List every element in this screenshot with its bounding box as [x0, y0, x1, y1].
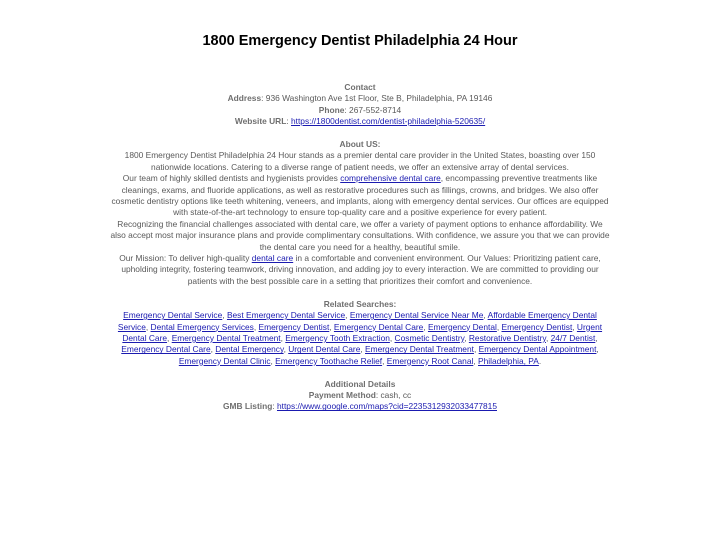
gmb-label: GMB Listing [223, 401, 273, 412]
related-search-link[interactable]: Emergency Dental Care [121, 344, 211, 355]
about-paragraph-1: 1800 Emergency Dentist Philadelphia 24 Hour stands as a premier dental care provider in the United States, boasting over 150 nationwide locations. Catering to a diverse range of patient needs, we offer an extensive array of dental services. [124, 150, 596, 172]
related-searches-heading: Related Searches: [323, 298, 397, 309]
related-search-link[interactable]: Emergency Dentist [501, 321, 573, 332]
contact-heading: Contact [344, 82, 376, 92]
about-paragraph-2 [110, 173, 610, 219]
related-search-link[interactable]: Urgent Dental Care [122, 321, 603, 343]
document-body [110, 82, 610, 413]
related-search-link[interactable]: Emergency Root Canal [386, 355, 474, 366]
related-search-link[interactable]: 24/7 Dentist [550, 332, 596, 343]
related-search-link[interactable]: Best Emergency Dental Service [226, 310, 346, 321]
related-search-link[interactable]: Emergency Toothache Relief [275, 355, 383, 366]
page-title: 1800 Emergency Dentist Philadelphia 24 Hour [202, 33, 518, 49]
related-searches-list: Emergency Dental Service, Best Emergency Dental Service, Emergency Dental Service Near Me, Affordable Emergency Dental Service, Dental Emergency Services, Emergency Dentist, Emergency Dental Care, Emergency Dental, Emergency Dentist, Urgent Dental Care, Emergency Dental Treatment, Emergency Tooth Extraction, Cosmetic Dentistry, Restorative Dentistry, 24/7 Dentist, Emergency Dental Care, Dental Emergency, Urgent Dental Care, Emergency Dental Treatment, Emergency Dental Appointment, Emergency Dental Clinic, Emergency Toothache Relief, Emergency Root Canal, Philadelphia, PA. [117, 310, 603, 366]
about-p2-text-start: Our team of highly skilled dentists and hygienists provides [122, 173, 341, 184]
website-label: Website URL [234, 116, 287, 127]
related-search-link[interactable]: Emergency Dental Service Near Me [349, 310, 484, 321]
related-search-link[interactable]: Emergency Dental Service [123, 310, 223, 321]
about-p4-text-start: Our Mission: To deliver high-quality [119, 253, 252, 264]
payment-line: Payment Method: cash, cc [308, 389, 412, 400]
about-paragraph-4 [110, 253, 610, 287]
related-search-link[interactable]: Emergency Dental Care [333, 321, 424, 332]
about-p2-text-end: , encompassing preventive treatments like cleanings, exams, and fluoride applications, as well as restorative procedures such as fillings, crowns, and bridges. We also offer cosmetic dentistry options like teeth whitening, veneers, and implants, along with emergency dental services. Our offices are equipped with state-of-the-art technology to ensure top-quality care and a positive experience for every patient. [111, 173, 609, 218]
payment-label: Payment Method [308, 389, 376, 400]
payment-value: cash, cc [380, 389, 412, 400]
address-value: 936 Washington Ave 1st Floor, Ste B, Philadelphia, PA 19146 [265, 93, 493, 104]
phone-line: Phone: 267-552-8714 [318, 104, 402, 115]
gmb-line: GMB Listing: https://www.google.com/maps?cid=2235312932033477815 [223, 401, 497, 412]
related-search-link[interactable]: Emergency Dental Appointment [478, 344, 597, 355]
related-search-link[interactable]: Philadelphia, PA [478, 355, 539, 366]
related-search-link[interactable]: Emergency Dental [427, 321, 497, 332]
phone-label: Phone [318, 104, 345, 115]
about-p4-text-end: in a comfortable and convenient environment. Our Values: Prioritizing patient care, upholding integrity, fostering teamwork, driving innovation, and adding joy to every interaction. We are committed to providing our patients with the best possible care in a setting that prioritizes their comfort and convenience. [121, 253, 601, 286]
related-search-link[interactable]: Restorative Dentistry [468, 332, 546, 343]
dental-care-link[interactable]: dental care [251, 253, 294, 264]
address-label: Address [227, 93, 262, 104]
address-line: Address: 936 Washington Ave 1st Floor, Ste B, Philadelphia, PA 19146 [227, 93, 493, 104]
about-heading: About US: [339, 139, 381, 150]
website-link[interactable]: https://1800dentist.com/dentist-philadelphia-520635/ [291, 116, 486, 127]
related-search-link[interactable]: Emergency Tooth Extraction [285, 332, 390, 343]
related-search-link[interactable]: Emergency Dental Treatment [171, 332, 281, 343]
about-paragraph-3: Recognizing the financial challenges associated with dental care, we offer a variety of payment options to enhance affordability. We also accept most major insurance plans and provide complimentary consultations. With confidence, we assure you that we can provide the dental care you need for a healthy, beautiful smile. [110, 218, 610, 252]
related-search-link[interactable]: Emergency Dental Treatment [365, 344, 474, 355]
website-line: Website URL: https://1800dentist.com/dentist-philadelphia-520635/ [234, 116, 486, 127]
related-search-link[interactable]: Cosmetic Dentistry [394, 332, 465, 343]
related-search-link[interactable]: Affordable Emergency Dental Service [117, 310, 597, 332]
related-search-link[interactable]: Dental Emergency [215, 344, 284, 355]
comprehensive-dental-care-link[interactable]: comprehensive dental care [340, 173, 441, 184]
gmb-link[interactable]: https://www.google.com/maps?cid=2235312932033477815 [276, 401, 497, 412]
phone-value: 267-552-8714 [349, 104, 402, 115]
related-search-link[interactable]: Urgent Dental Care [288, 344, 361, 355]
related-search-link[interactable]: Dental Emergency Services [150, 321, 254, 332]
related-search-link[interactable]: Emergency Dental Clinic [178, 355, 271, 366]
related-search-link[interactable]: Emergency Dentist [258, 321, 330, 332]
additional-details-heading: Additional Details [324, 378, 396, 389]
